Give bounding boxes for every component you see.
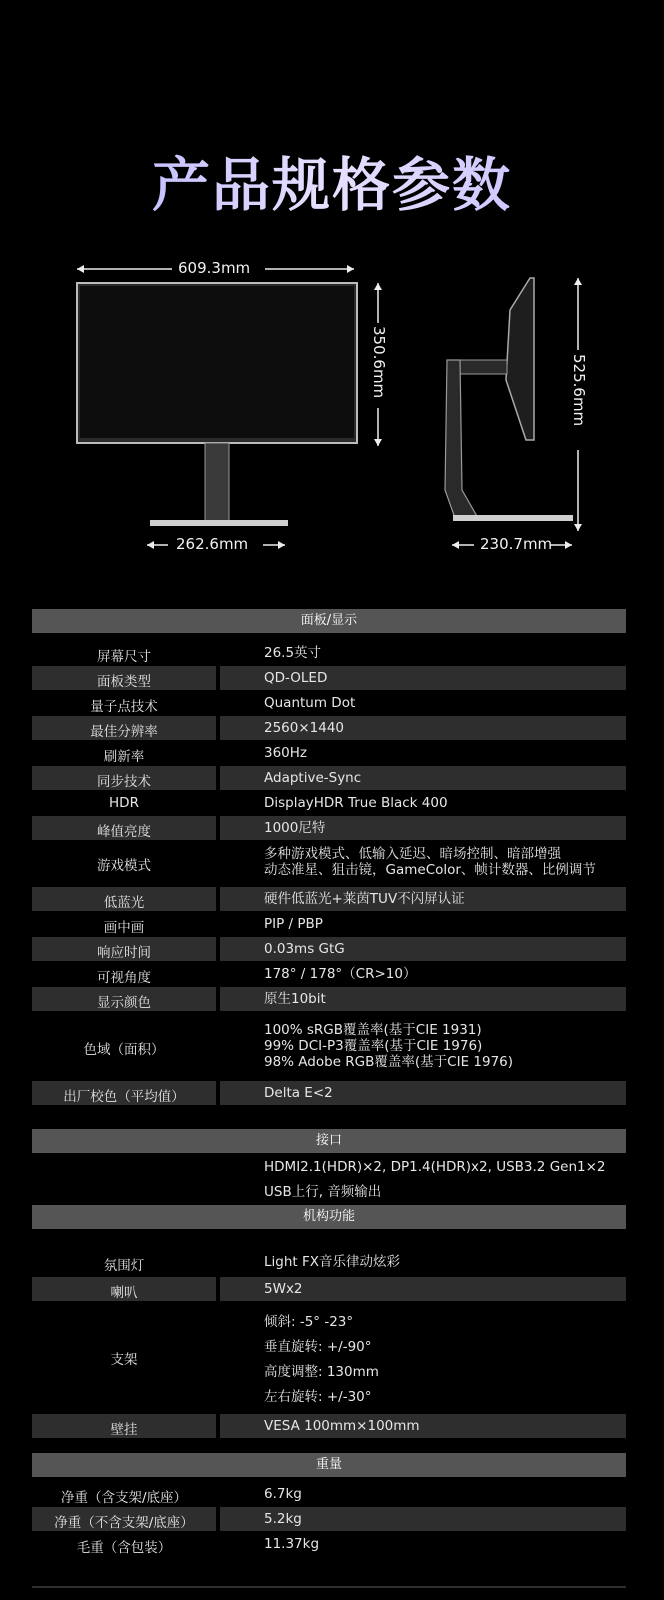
spec-value [264, 846, 626, 878]
spec-key: 显示颜色 [97, 995, 151, 1011]
spec-key: 游戏模式 [97, 858, 151, 874]
spec-row [32, 1532, 626, 1556]
spec-value [264, 1536, 626, 1552]
spec-value [264, 695, 626, 711]
spec-value-line: 360Hz [264, 745, 308, 761]
bottom-divider [32, 1586, 626, 1588]
spec-value-line: 垂直旋转: +/-90° [264, 1339, 372, 1355]
spec-value-line: 11.37kg [264, 1536, 320, 1552]
spec-row [32, 741, 626, 765]
spec-row [32, 887, 626, 911]
spec-value-line: 26.5英寸 [264, 645, 322, 661]
spec-value [264, 645, 626, 661]
section-ports: 接口 [32, 1129, 626, 1153]
spec-value-line: 2560×1440 [264, 720, 345, 736]
spec-value-line: Adaptive-Sync [264, 770, 362, 786]
spec-key: HDR [109, 795, 139, 811]
spec-value [264, 745, 626, 761]
section-mechanics: 机构功能 [32, 1205, 626, 1229]
spec-key: 喇叭 [110, 1285, 138, 1301]
spec-value-line: 动态准星、狙击镜，GameColor、帧计数器、比例调节 [264, 862, 596, 878]
spec-value-line: 6.7kg [264, 1486, 302, 1502]
front-screen-inner [80, 286, 354, 438]
spec-value-line: 98% Adobe RGB覆盖率(基于CIE 1976) [264, 1054, 514, 1070]
spec-row [32, 791, 626, 815]
spec-key: 净重（含支架/底座） [60, 1490, 188, 1506]
spec-value [264, 1085, 626, 1101]
spec-value-line: VESA 100mm×100mm [264, 1418, 420, 1434]
width-dimension: 609.3mm [178, 259, 251, 277]
spec-value [264, 991, 626, 1007]
side-panel [506, 278, 534, 440]
spec-value [264, 1254, 626, 1270]
spec-row [32, 841, 626, 883]
spec-row [32, 1012, 626, 1080]
spec-value-line: 原生10bit [264, 991, 326, 1007]
section-panel: 面板/显示 [32, 609, 626, 633]
spec-value [264, 820, 626, 836]
spec-value-line: 178° / 178°（CR>10） [264, 966, 417, 982]
spec-key: 色域（面积） [83, 1042, 165, 1058]
spec-value [264, 916, 626, 932]
spec-value [264, 1022, 626, 1070]
spec-value-line: 100% sRGB覆盖率(基于CIE 1931) [264, 1022, 482, 1038]
spec-row [32, 641, 626, 665]
spec-value-line: Delta E<2 [264, 1085, 333, 1101]
spec-value [264, 1281, 626, 1297]
base-width-dimension: 262.6mm [176, 535, 249, 553]
spec-row [32, 766, 626, 790]
spec-key: 净重（不含支架/底座） [54, 1515, 194, 1531]
spec-value-line: 1000尼特 [264, 820, 326, 836]
spec-key: 量子点技术 [90, 699, 158, 715]
ports-row [32, 1155, 626, 1203]
ports-line: USB上行, 音频输出 [264, 1184, 382, 1200]
spec-row [32, 1277, 626, 1301]
page-title: 产品规格参数 [0, 138, 664, 222]
spec-value [264, 720, 626, 736]
spec-row [32, 666, 626, 690]
spec-value-line: 多种游戏模式、低输入延迟、暗场控制、暗部增强 [264, 846, 561, 862]
spec-key: 屏幕尺寸 [97, 649, 151, 665]
spec-row [32, 1507, 626, 1531]
spec-key: 支架 [110, 1352, 138, 1368]
spec-key: 毛重（含包装） [76, 1540, 172, 1556]
spec-key: 出厂校色（平均值） [63, 1089, 185, 1105]
spec-row [32, 1250, 626, 1274]
spec-value-line: 5Wx2 [264, 1281, 303, 1297]
spec-value [264, 1310, 626, 1410]
spec-key: 最佳分辨率 [90, 724, 158, 740]
spec-value [264, 1511, 626, 1527]
monitor-drawing [0, 250, 664, 580]
spec-value-line: 左右旋转: +/-30° [264, 1389, 372, 1405]
spec-row [32, 937, 626, 961]
spec-value [264, 891, 626, 907]
spec-value-line: Quantum Dot [264, 695, 356, 711]
spec-key: 响应时间 [97, 945, 151, 961]
spec-value [264, 795, 626, 811]
spec-key: 壁挂 [110, 1422, 138, 1438]
spec-value-line: 硬件低蓝光+莱茵TUV不闪屏认证 [264, 891, 465, 907]
spec-row [32, 1306, 626, 1406]
spec-value [264, 1418, 626, 1434]
ports-line: HDMI2.1(HDR)×2, DP1.4(HDR)x2, USB3.2 Gen1×2 [264, 1159, 606, 1175]
spec-row [32, 1081, 626, 1105]
dimension-diagram [0, 250, 664, 580]
spec-row [32, 1414, 626, 1438]
spec-value [264, 770, 626, 786]
spec-key: 可视角度 [97, 970, 151, 986]
spec-key: 峰值亮度 [97, 824, 151, 840]
ports-value [264, 1155, 626, 1205]
spec-key: 低蓝光 [103, 895, 145, 911]
spec-key: 刷新率 [103, 749, 145, 765]
side-stand [445, 360, 478, 518]
front-stand-base [150, 520, 288, 526]
spec-value-line: 99% DCI-P3覆盖率(基于CIE 1976) [264, 1038, 483, 1054]
total-height-dimension: 525.6mm [570, 354, 588, 427]
section-weight: 重量 [32, 1453, 626, 1477]
spec-value [264, 966, 626, 982]
spec-key: 面板类型 [97, 674, 151, 690]
spec-value-line: 5.2kg [264, 1511, 302, 1527]
spec-row [32, 987, 626, 1011]
spec-value-line: PIP / PBP [264, 916, 323, 932]
spec-key: 画中画 [103, 920, 145, 936]
spec-row [32, 962, 626, 986]
spec-value-line: 倾斜: -5° -23° [264, 1314, 354, 1330]
spec-value-line: 高度调整: 130mm [264, 1364, 379, 1380]
spec-value-line: QD-OLED [264, 670, 328, 686]
front-stand-neck [205, 443, 229, 523]
side-base [453, 515, 573, 521]
spec-value-line: 0.03ms GtG [264, 941, 345, 957]
spec-row [32, 912, 626, 936]
spec-row [32, 816, 626, 840]
spec-value-line: DisplayHDR True Black 400 [264, 795, 448, 811]
spec-value [264, 1486, 626, 1502]
spec-value [264, 670, 626, 686]
spec-value-line: Light FX音乐律动炫彩 [264, 1254, 400, 1270]
height-dimension: 350.6mm [370, 326, 388, 399]
spec-row [32, 691, 626, 715]
depth-dimension: 230.7mm [480, 535, 553, 553]
spec-key: 同步技术 [97, 774, 151, 790]
spec-key: 氛围灯 [103, 1258, 145, 1274]
spec-value [264, 941, 626, 957]
spec-row [32, 716, 626, 740]
spec-row [32, 1482, 626, 1506]
